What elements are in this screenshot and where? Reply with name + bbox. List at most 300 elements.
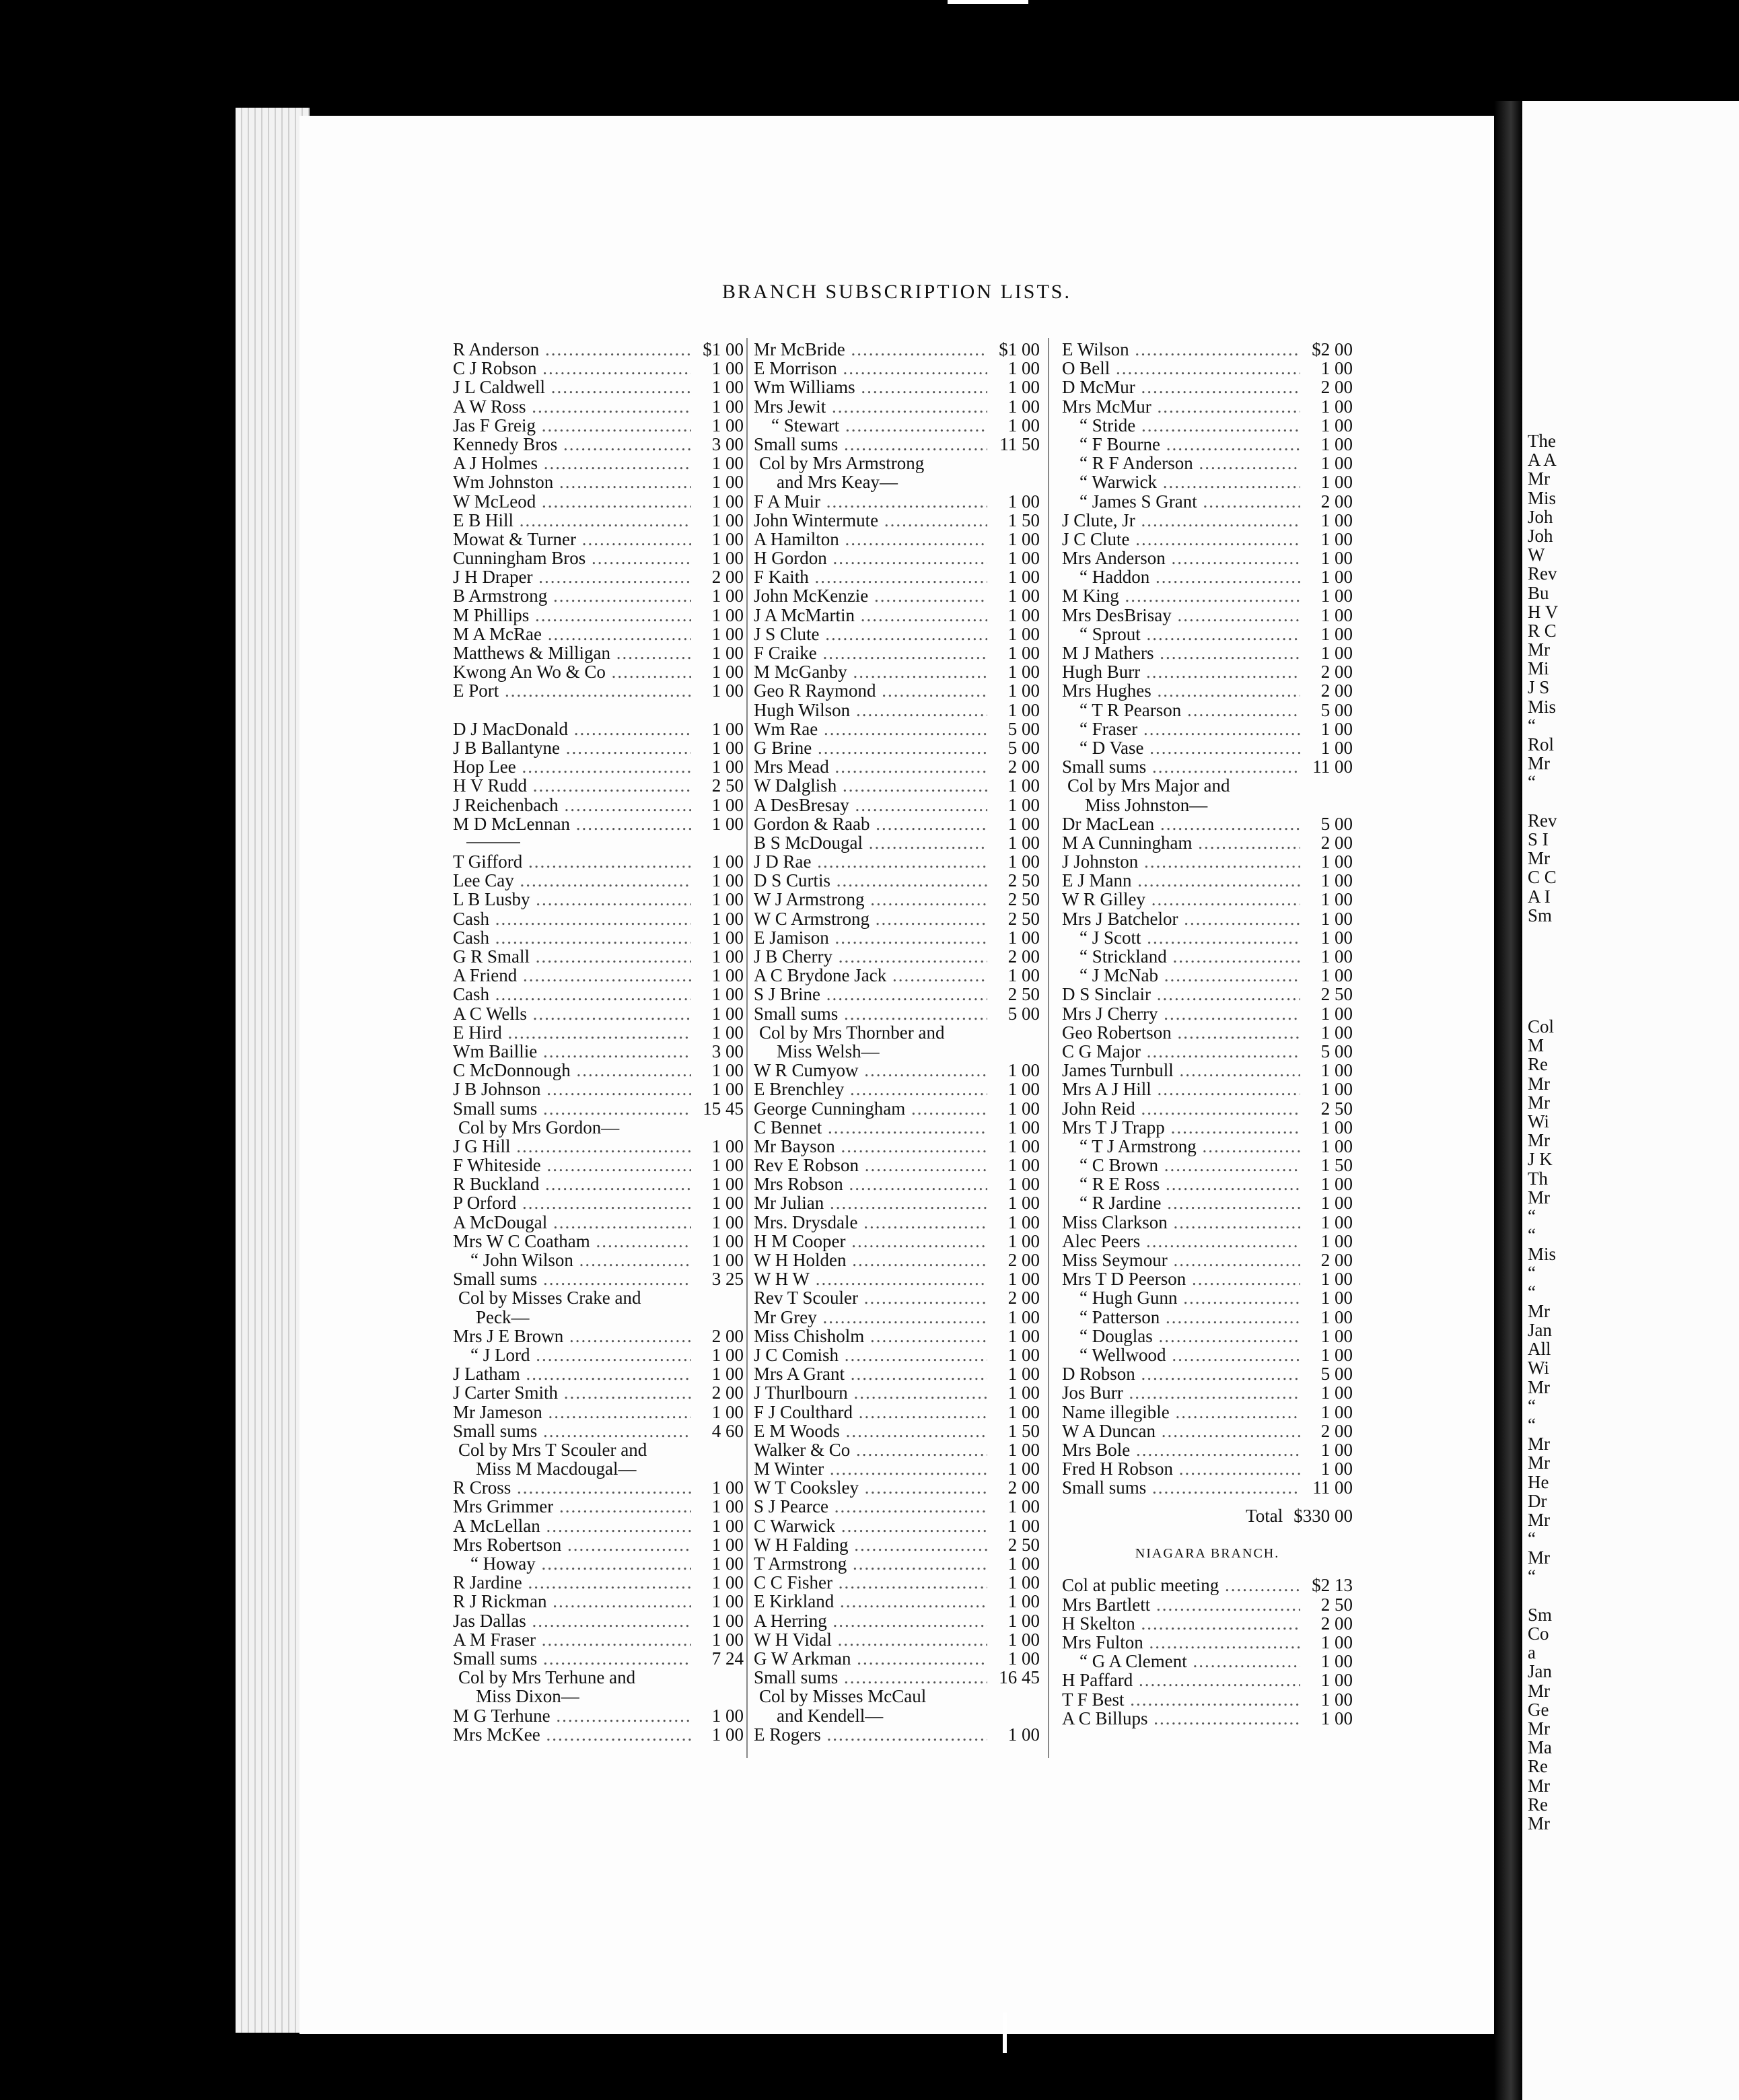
subscription-amount: 1 00 [1007,1079,1040,1100]
subscriber-name: A DesBresay ..... [754,795,987,816]
subscriber-name: “ R E Ross ..... [1062,1174,1300,1195]
subscriber-row [754,377,1040,396]
subscriber-name: F A Muir ..... [754,491,987,512]
subscription-amount: 2 00 [1320,491,1353,512]
subscriber-name: “ T R Pearson ..... [1062,700,1300,721]
subscriber-row [754,738,1040,757]
subscriber-row [754,1269,1040,1288]
column-divider [746,338,748,1758]
subscriber-row [754,928,1040,946]
subscriber-row [1062,1269,1353,1288]
subscription-column-2 [754,339,1040,1743]
subscription-amount: 1 00 [1320,1079,1353,1100]
subscription-amount: 3 00 [711,433,744,454]
subscriber-name: Mrs J Cherry ..... [1062,1004,1300,1024]
subscriber-row [453,434,744,453]
subscriber-row [453,1079,744,1098]
subscriber-name: J B Johnson ..... [453,1079,691,1100]
subscriber-row [1062,1402,1353,1421]
subscriber-row [754,700,1040,719]
subscription-amount: 1 00 [1007,643,1040,663]
subscriber-name: T F Best ..... [1062,1689,1300,1710]
subscriber-name: Small sums ..... [754,434,987,455]
subscriber-row [1062,1632,1353,1651]
subscription-amount: 1 00 [1007,1155,1040,1176]
subscriber-name: Mr Grey ..... [754,1307,987,1328]
subscription-amount: 1 00 [711,1060,744,1081]
subscriber-name: A Herring ..... [754,1611,987,1632]
subscriber-row [754,1496,1040,1515]
subscriber-name: C C Fisher ..... [754,1572,987,1593]
right-page-fragment: Joh [1528,506,1553,527]
subscription-amount: 1 50 [1320,1155,1353,1176]
subscription-amount: 1 00 [1007,1269,1040,1290]
subscriber-row [1062,700,1353,719]
subscription-amount: 1 00 [711,1230,744,1251]
subscriber-name: W R Gilley ..... [1062,889,1300,910]
subscriber-row [754,586,1040,604]
subscriber-name: Mrs Bole ..... [1062,1440,1300,1461]
subscriber-name: Name illegible ..... [1062,1402,1300,1423]
subscriber-row [1062,1345,1353,1364]
subscriber-name: E Port ..... [453,680,691,701]
subscription-amount: 1 50 [1007,510,1040,530]
subscriber-name: “ Strickland ..... [1062,946,1300,967]
subscriber-row [453,605,744,624]
subscriber-name: “ Haddon ..... [1062,567,1300,588]
subscriber-row [754,1345,1040,1364]
right-page-fragment: Mi [1528,658,1549,679]
subscriber-row [754,719,1040,738]
right-page-fragment: Bu [1528,582,1549,603]
subscription-amount: 1 00 [1320,1288,1353,1308]
subscriber-name: Wm Baillie ..... [453,1041,691,1062]
subscription-amount: 2 00 [1320,680,1353,701]
subscription-amount: 1 00 [1320,1003,1353,1024]
right-page-fragment: A I [1528,886,1551,907]
subscription-amount: 1 00 [1007,1439,1040,1460]
subscriber-row [453,680,744,699]
subscription-amount: 1 00 [1320,946,1353,967]
subscription-amount: 1 00 [711,604,744,625]
subscriber-row [754,1307,1040,1326]
subscriber-row [1062,1364,1353,1385]
subscriber-row [754,1611,1040,1630]
subscriber-row [1062,586,1353,604]
right-page-fragment: “ [1528,772,1536,793]
right-page-fragment: A A [1528,450,1557,470]
right-page-fragment: J K [1528,1149,1553,1170]
subscriber-row [453,1060,744,1079]
subscriber-name: “ R F Anderson ..... [1062,453,1300,474]
subscription-amount: 1 00 [711,927,744,948]
subscriber-name: E Hird ..... [453,1022,691,1043]
subscriber-name: F Kaith ..... [754,567,987,588]
subscription-amount: 1 00 [1320,1651,1353,1672]
subscriber-name: “ Fraser ..... [1062,719,1300,740]
subscriber-name: Small sums ..... [453,1421,691,1442]
subscription-amount: 1 00 [1007,1591,1040,1612]
subscriber-name: P Orford ..... [453,1193,691,1214]
subscriber-name: Mrs T J Trapp ..... [1062,1117,1300,1138]
subscriber-name: H Gordon ..... [754,548,987,569]
right-page-fragment: Re [1528,1054,1548,1075]
subscription-amount: 3 25 [711,1269,744,1290]
subscription-amount: 1 00 [711,1135,744,1156]
subscription-amount: 1 00 [1007,1212,1040,1232]
subscriber-row [1062,1022,1353,1041]
subscription-amount: 1 00 [1320,1344,1353,1365]
page-title: BRANCH SUBSCRIPTION LISTS. [722,281,1071,303]
subscription-amount: 1 00 [1320,1689,1353,1710]
subscriber-row [1062,1689,1353,1708]
subscriber-name: A C Wells ..... [453,1004,691,1024]
subscriber-row [1062,624,1353,643]
subscription-amount: 1 00 [1007,1344,1040,1365]
total-amount: $330 00 [1293,1506,1353,1527]
subscription-amount: 1 00 [1320,604,1353,625]
subscriber-name: Small sums ..... [453,1098,691,1119]
right-page-fragment: Mr [1528,753,1550,774]
subscriber-name: Jos Burr ..... [1062,1382,1300,1403]
subscription-amount: 1 00 [711,528,744,549]
collector-heading: and Mrs Keay— [777,472,898,493]
subscription-amount: 1 00 [1320,415,1353,435]
subscriber-row [1062,662,1353,680]
subscriber-row [453,1591,744,1610]
right-page-fragment: Re [1528,1756,1548,1777]
subscriber-name: E J Mann ..... [1062,870,1300,891]
subscriber-row [453,1269,744,1288]
subscriber-name: “ James S Grant ..... [1062,491,1300,512]
subscription-amount: 1 00 [1007,491,1040,512]
subscription-amount: 1 00 [1007,1325,1040,1346]
subscriber-name: W A Duncan ..... [1062,1421,1300,1442]
subscriber-row [453,1477,744,1496]
subscriber-row [453,377,744,396]
subscriber-name: Geo Robertson ..... [1062,1022,1300,1043]
subscriber-row [754,1098,1040,1117]
subscriber-row [453,1004,744,1022]
collector-heading: Miss Welsh— [777,1041,880,1061]
subscription-amount: 1 00 [1007,415,1040,435]
subscriber-row [1062,472,1353,491]
subscription-amount: 2 50 [1320,1098,1353,1119]
subscription-amount: 2 00 [1320,1420,1353,1441]
subscription-amount: 1 00 [711,662,744,682]
subscriber-name: D McMur ..... [1062,377,1300,398]
subscription-amount: 1 00 [711,851,744,872]
column-divider [1048,338,1049,1758]
niagara-list [1062,1575,1353,1727]
subscriber-row [453,1553,744,1572]
subscription-amount: 1 00 [711,1591,744,1612]
subscriber-name: “ G A Clement ..... [1062,1651,1300,1672]
subscriber-name: T Gifford ..... [453,851,691,872]
subscriber-name: Alec Peers ..... [1062,1231,1300,1252]
subscription-amount: 2 00 [711,1382,744,1403]
subscription-amount: 1 00 [1007,927,1040,948]
collector-heading: Col by Misses Crake and [458,1288,641,1308]
subscription-amount: 1 00 [711,1705,744,1726]
subscriber-row [1062,339,1353,358]
subscription-amount: 1 00 [1007,548,1040,569]
subscription-amount: 1 00 [711,1155,744,1176]
subscriber-row [1062,1595,1353,1613]
subscriber-name: “ Sprout ..... [1062,624,1300,645]
subscriber-name: W J Armstrong ..... [754,889,987,910]
subscriber-row [754,1382,1040,1401]
subscriber-row [453,738,744,757]
subscriber-row [1062,1326,1353,1345]
subscriber-row [754,605,1040,624]
subscriber-row [754,1193,1040,1212]
subscriber-name: W Dalglish ..... [754,775,987,796]
subscriber-row [453,1098,744,1117]
subscriber-name: Small sums ..... [453,1648,691,1669]
subscriber-row [453,529,744,548]
subscription-amount: 1 00 [1320,453,1353,474]
subscription-amount: 5 00 [1320,1364,1353,1385]
subscriber-row [453,453,744,472]
subscription-amount: 1 00 [1320,528,1353,549]
subscriber-name: E Morrison ..... [754,358,987,379]
subscriber-row [453,1022,744,1041]
subscriber-name: G W Arkman ..... [754,1648,987,1669]
subscription-amount: 1 00 [1007,1174,1040,1195]
subscriber-name: A C Brydone Jack ..... [754,965,987,986]
subscriber-name: J Carter Smith ..... [453,1382,691,1403]
subscription-amount: 1 00 [1007,813,1040,834]
subscriber-name: W C Armstrong ..... [754,909,987,930]
subscriber-row [453,851,744,870]
subscriber-name: Wm Johnston ..... [453,472,691,493]
subscriber-row [1062,1477,1353,1496]
subscription-amount: 1 00 [1007,1648,1040,1669]
right-page-fragment: Sm [1528,905,1553,925]
subscription-amount: 1 00 [1320,1459,1353,1479]
subscriber-name: W R Cumyow ..... [754,1060,987,1081]
subscriber-name: J L Caldwell ..... [453,377,691,398]
subscriber-row [453,472,744,491]
subscription-amount: 2 00 [1007,1477,1040,1498]
subscriber-row [1062,984,1353,1003]
subscriber-row [754,1364,1040,1385]
subscription-amount: 1 00 [1007,604,1040,625]
subscription-amount: $1 00 [703,339,744,359]
subscriber-name: Col at public meeting ..... [1062,1575,1300,1596]
right-page-fragment: All [1528,1339,1551,1360]
right-page-fragment: Th [1528,1168,1548,1189]
subscriber-row [1062,851,1353,870]
subscriber-name: Mrs Jewit ..... [754,396,987,417]
subscription-amount: 1 00 [1320,1193,1353,1214]
subscription-amount: 1 00 [1320,889,1353,910]
subscription-amount: 2 50 [1007,889,1040,910]
subscription-amount: 1 00 [711,718,744,739]
right-page-fragment: S I [1528,829,1549,849]
subscriber-row [754,643,1040,662]
subscriber-row [754,415,1040,434]
subscriber-name: Mr Jameson ..... [453,1402,691,1423]
subscriber-row [453,624,744,643]
subscriber-row [1062,548,1353,567]
subscriber-name: Mowat & Turner ..... [453,529,691,550]
subscriber-name: John McKenzie ..... [754,586,987,606]
subscription-amount: 2 50 [1007,908,1040,929]
subscriber-row [453,1041,744,1060]
subscription-amount: 1 00 [1007,1572,1040,1593]
subscriber-row [1062,965,1353,984]
subscription-amount: 2 00 [1007,1250,1040,1270]
subscriber-name: B S McDougal ..... [754,833,987,853]
right-page-fragment: Sm [1528,1604,1553,1625]
subscriber-name: Mr McBride ..... [754,339,987,360]
subscription-amount: 2 50 [1007,984,1040,1005]
subscriber-name: James Turnbull ..... [1062,1060,1300,1081]
right-page-fragment: Jan [1528,1320,1552,1340]
subscriber-name: Mrs J Batchelor ..... [1062,909,1300,930]
subscriber-name: “ Stride ..... [1062,415,1300,436]
subscription-amount: $2 13 [1312,1575,1353,1596]
subscription-amount: 1 00 [711,1553,744,1574]
subscription-amount: 1 00 [1320,1306,1353,1327]
subscriber-row [453,1193,744,1212]
subscriber-name: H Skelton ..... [1062,1613,1300,1634]
subscriber-name: “ C Brown ..... [1062,1155,1300,1176]
right-page-fragment: Mr [1528,1509,1550,1530]
subscriber-row [1062,757,1353,775]
subscriber-name: Mrs Fulton ..... [1062,1632,1300,1653]
subscription-amount: 1 00 [711,1193,744,1214]
right-page-fragment: “ [1528,1529,1536,1549]
subscription-amount: 3 00 [711,1041,744,1061]
subscription-amount: 5 00 [1320,813,1353,834]
subscription-amount: 5 00 [1320,1041,1353,1061]
subscriber-row [453,1250,744,1269]
subscriber-row [1062,833,1353,851]
subscriber-row [453,719,744,738]
right-page-fragment: “ [1528,1566,1536,1587]
subscriber-name: Mrs A Grant ..... [754,1364,987,1385]
subscriber-name: C J Robson ..... [453,358,691,379]
subscriber-row [1062,1212,1353,1231]
subscriber-row [453,510,744,529]
subscriber-row [453,586,744,604]
subscriber-name: “ D Vase ..... [1062,738,1300,759]
subscriber-name: A M Fraser ..... [453,1630,691,1650]
right-page-fragment: M [1528,1035,1545,1056]
subscriber-row [1062,1041,1353,1060]
subscriber-name: B Armstrong ..... [453,586,691,606]
subscription-amount: 4 60 [711,1420,744,1441]
subscription-amount: 1 00 [711,1401,744,1422]
subscriber-name: “ J Lord ..... [453,1345,691,1366]
subscriber-name: A McDougal ..... [453,1212,691,1233]
subscriber-row [754,1288,1040,1306]
subscriber-name: Dr MacLean ..... [1062,814,1300,835]
subscriber-name: A McLellan ..... [453,1516,691,1537]
subscriber-row [754,775,1040,794]
subscription-amount: 1 00 [1320,548,1353,569]
subscriber-row [754,1553,1040,1572]
subscriber-name: C Bennet ..... [754,1117,987,1138]
subscriber-row [453,339,744,358]
subscriber-row [754,662,1040,680]
right-page [1522,101,1739,2100]
subscriber-name: Small sums ..... [754,1004,987,1024]
subscriber-row [1062,1613,1353,1632]
subscriber-name: F Whiteside ..... [453,1155,691,1176]
subscriber-name: G R Small ..... [453,946,691,967]
subscriber-row [1062,510,1353,529]
subscription-amount: 1 00 [711,1496,744,1517]
right-page-fragment: Mr [1528,1187,1550,1208]
subscriber-row [1062,1098,1353,1117]
subscriber-row [453,548,744,567]
subscriber-name: M G Terhune ..... [453,1706,691,1726]
subscriber-row [453,1155,744,1174]
subscriber-row [754,396,1040,415]
subscriber-name: Cash ..... [453,909,691,930]
subscription-amount: 1 00 [1320,396,1353,417]
subscriber-name: F J Coulthard ..... [754,1402,987,1423]
subscriber-name: M D McLennan ..... [453,814,691,835]
subscriber-name: “ Hugh Gunn ..... [1062,1288,1300,1308]
subscriber-row [754,358,1040,377]
right-page-fragment [1522,1586,1556,1605]
subscription-amount: 1 00 [1007,358,1040,379]
subscriber-row [754,757,1040,775]
subscriber-name: W T Cooksley ..... [754,1477,987,1498]
subscriber-name: J Reichenbach ..... [453,795,691,816]
subscriber-name: J Clute, Jr ..... [1062,510,1300,531]
subscription-amount: 1 00 [711,984,744,1005]
collector-heading: Col by Mrs T Scouler and [458,1439,647,1460]
subscriber-row [1062,814,1353,833]
subscriber-row [754,339,1040,358]
subscriber-name: Small sums ..... [754,1667,987,1688]
subscriber-row [754,833,1040,851]
right-page-fragment: Mr [1528,1376,1550,1397]
subscriber-name: Cunningham Bros ..... [453,548,691,569]
subscriber-row [1062,1421,1353,1440]
subscriber-name: J Latham ..... [453,1364,691,1385]
subscriber-row [754,624,1040,643]
subscriber-row [754,1724,1040,1743]
subscriber-name: Wm Rae ..... [754,719,987,740]
right-page-fragment: Rev [1528,810,1557,831]
subscriber-row [754,1591,1040,1610]
subscriber-name: E Jamison ..... [754,928,987,948]
collector-heading: Miss Dixon— [476,1686,579,1707]
subscription-amount: 1 00 [1007,1364,1040,1385]
right-page-fragment: Mr [1528,1073,1550,1094]
right-page-fragment: Mr [1528,1775,1550,1796]
subscriber-name: J A McMartin ..... [754,605,987,626]
subscription-amount: 1 00 [711,908,744,929]
subscriber-row [453,1724,744,1743]
right-page-fragment: a [1528,1642,1536,1663]
right-page-fragment: Mr [1528,1434,1550,1455]
subscription-amount: 2 00 [1007,946,1040,967]
subscription-amount: 1 00 [711,1534,744,1555]
subscription-amount: 1 00 [711,1724,744,1745]
subscriber-row [453,1345,744,1364]
subscriber-row [1062,1117,1353,1136]
subscription-amount: 1 00 [1007,567,1040,588]
subscription-amount: 2 00 [1320,662,1353,682]
